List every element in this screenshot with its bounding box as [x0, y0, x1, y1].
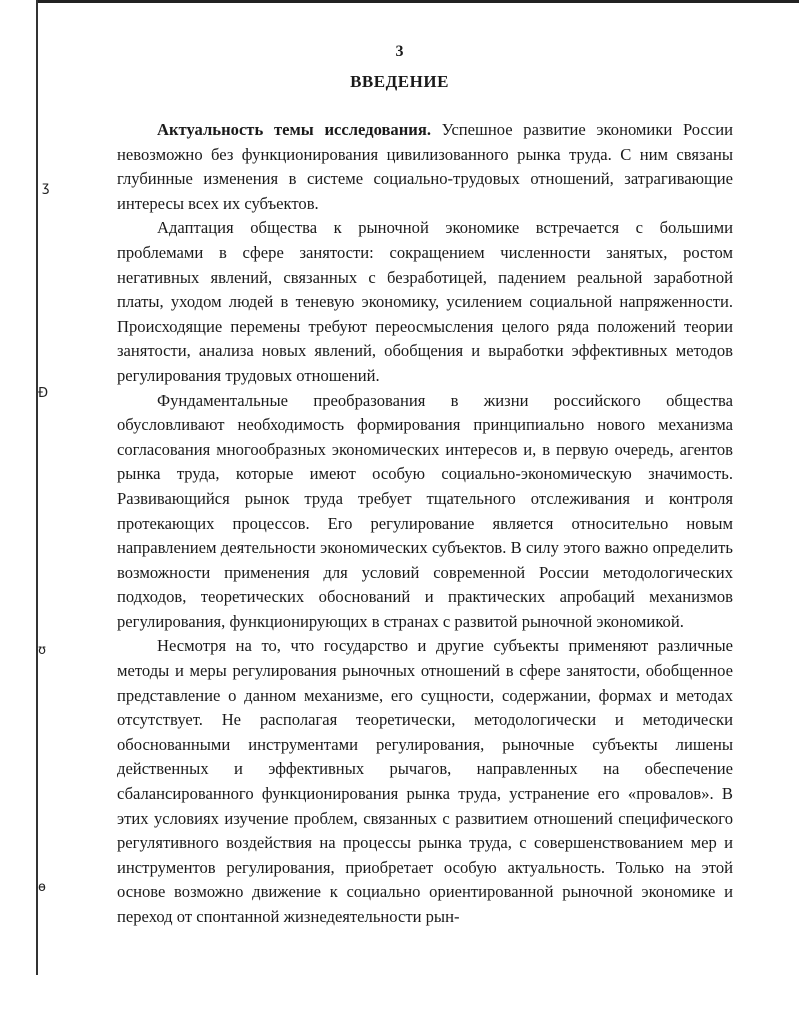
paragraph-text: Успешное развитие экономики России невозможно без функционирования цивилизованного рынка труда. С ним связаны глубинные изменения в системе социально-трудовых отношений, затрагивающие интересы всех их субъектов. — [117, 120, 733, 213]
paragraph: Фундаментальные преобразования в жизни российского общества обусловливают необходимость формирования принципиально нового механизма согласования многообразных экономических интересов и, в первую очередь, агентов рынка труда, которые имеют особую социально-экономическую значимость. Развивающийся рынок труда требует тщательного отслеживания и контроля протекающих процессов. Его регулирование является относительно новым направлением деятельности экономических субъектов. В силу этого важно определить возможности применения для условий современной России методологических подходов, теоретических обоснований и практических апробаций механизмов регулирования, функционирующих в странах с развитой рыночной экономикой. — [117, 390, 733, 631]
page-number: 3 — [395, 43, 404, 60]
binding-hole-mark: ɵ — [38, 880, 46, 895]
scan-border-left — [36, 0, 38, 975]
binding-hole-mark: Ð — [38, 386, 49, 401]
body-text — [117, 118, 733, 930]
binding-hole-mark: ʊ — [38, 643, 47, 658]
paragraph — [117, 118, 733, 216]
binding-hole-mark: ʒ — [42, 180, 50, 195]
paragraph: Несмотря на то, что государство и другие субъекты применяют различные методы и меры регулирования рыночных отношений в сфере занятости, обобщенное представление о данном механизме, его сущности, содержании, формах и методах отсутствует. Не располагая теоретически, методологически и методически обоснованными инструментами регулирования, рыночные субъекты лишены действенных и эффективных рычагов, направленных на обеспечение сбалансированного функционирования рынка труда, устранение его «провалов». В этих условиях изучение проблем, связанных с развитием отношений специфического регулятивного воздействия на процессы рынка труда, с совершенствованием мер и инструментов регулирования, приобретает особую актуальность. Только на этой основе возможно движение к социально ориентированной рыночной экономике и переход от спонтанной жизнедеятельности рын- — [117, 636, 733, 926]
scan-border-top — [36, 0, 799, 3]
paragraph-lead: Актуальность темы исследования. — [157, 120, 431, 139]
page-title: ВВЕДЕНИЕ — [350, 72, 449, 91]
paragraph: Адаптация общества к рыночной экономике встречается с большими проблемами в сфере занятости: сокращением численности занятых, ростом негативных явлений, связанных с безработицей, падением реальной заработной платы, уходом людей в теневую экономику, усилением социальной напряженности. Происходящие перемены требуют переосмысления целого ряда положений теории занятости, анализа новых явлений, обобщения и выработки эффективных методов регулирования трудовых отношений. — [117, 218, 733, 385]
